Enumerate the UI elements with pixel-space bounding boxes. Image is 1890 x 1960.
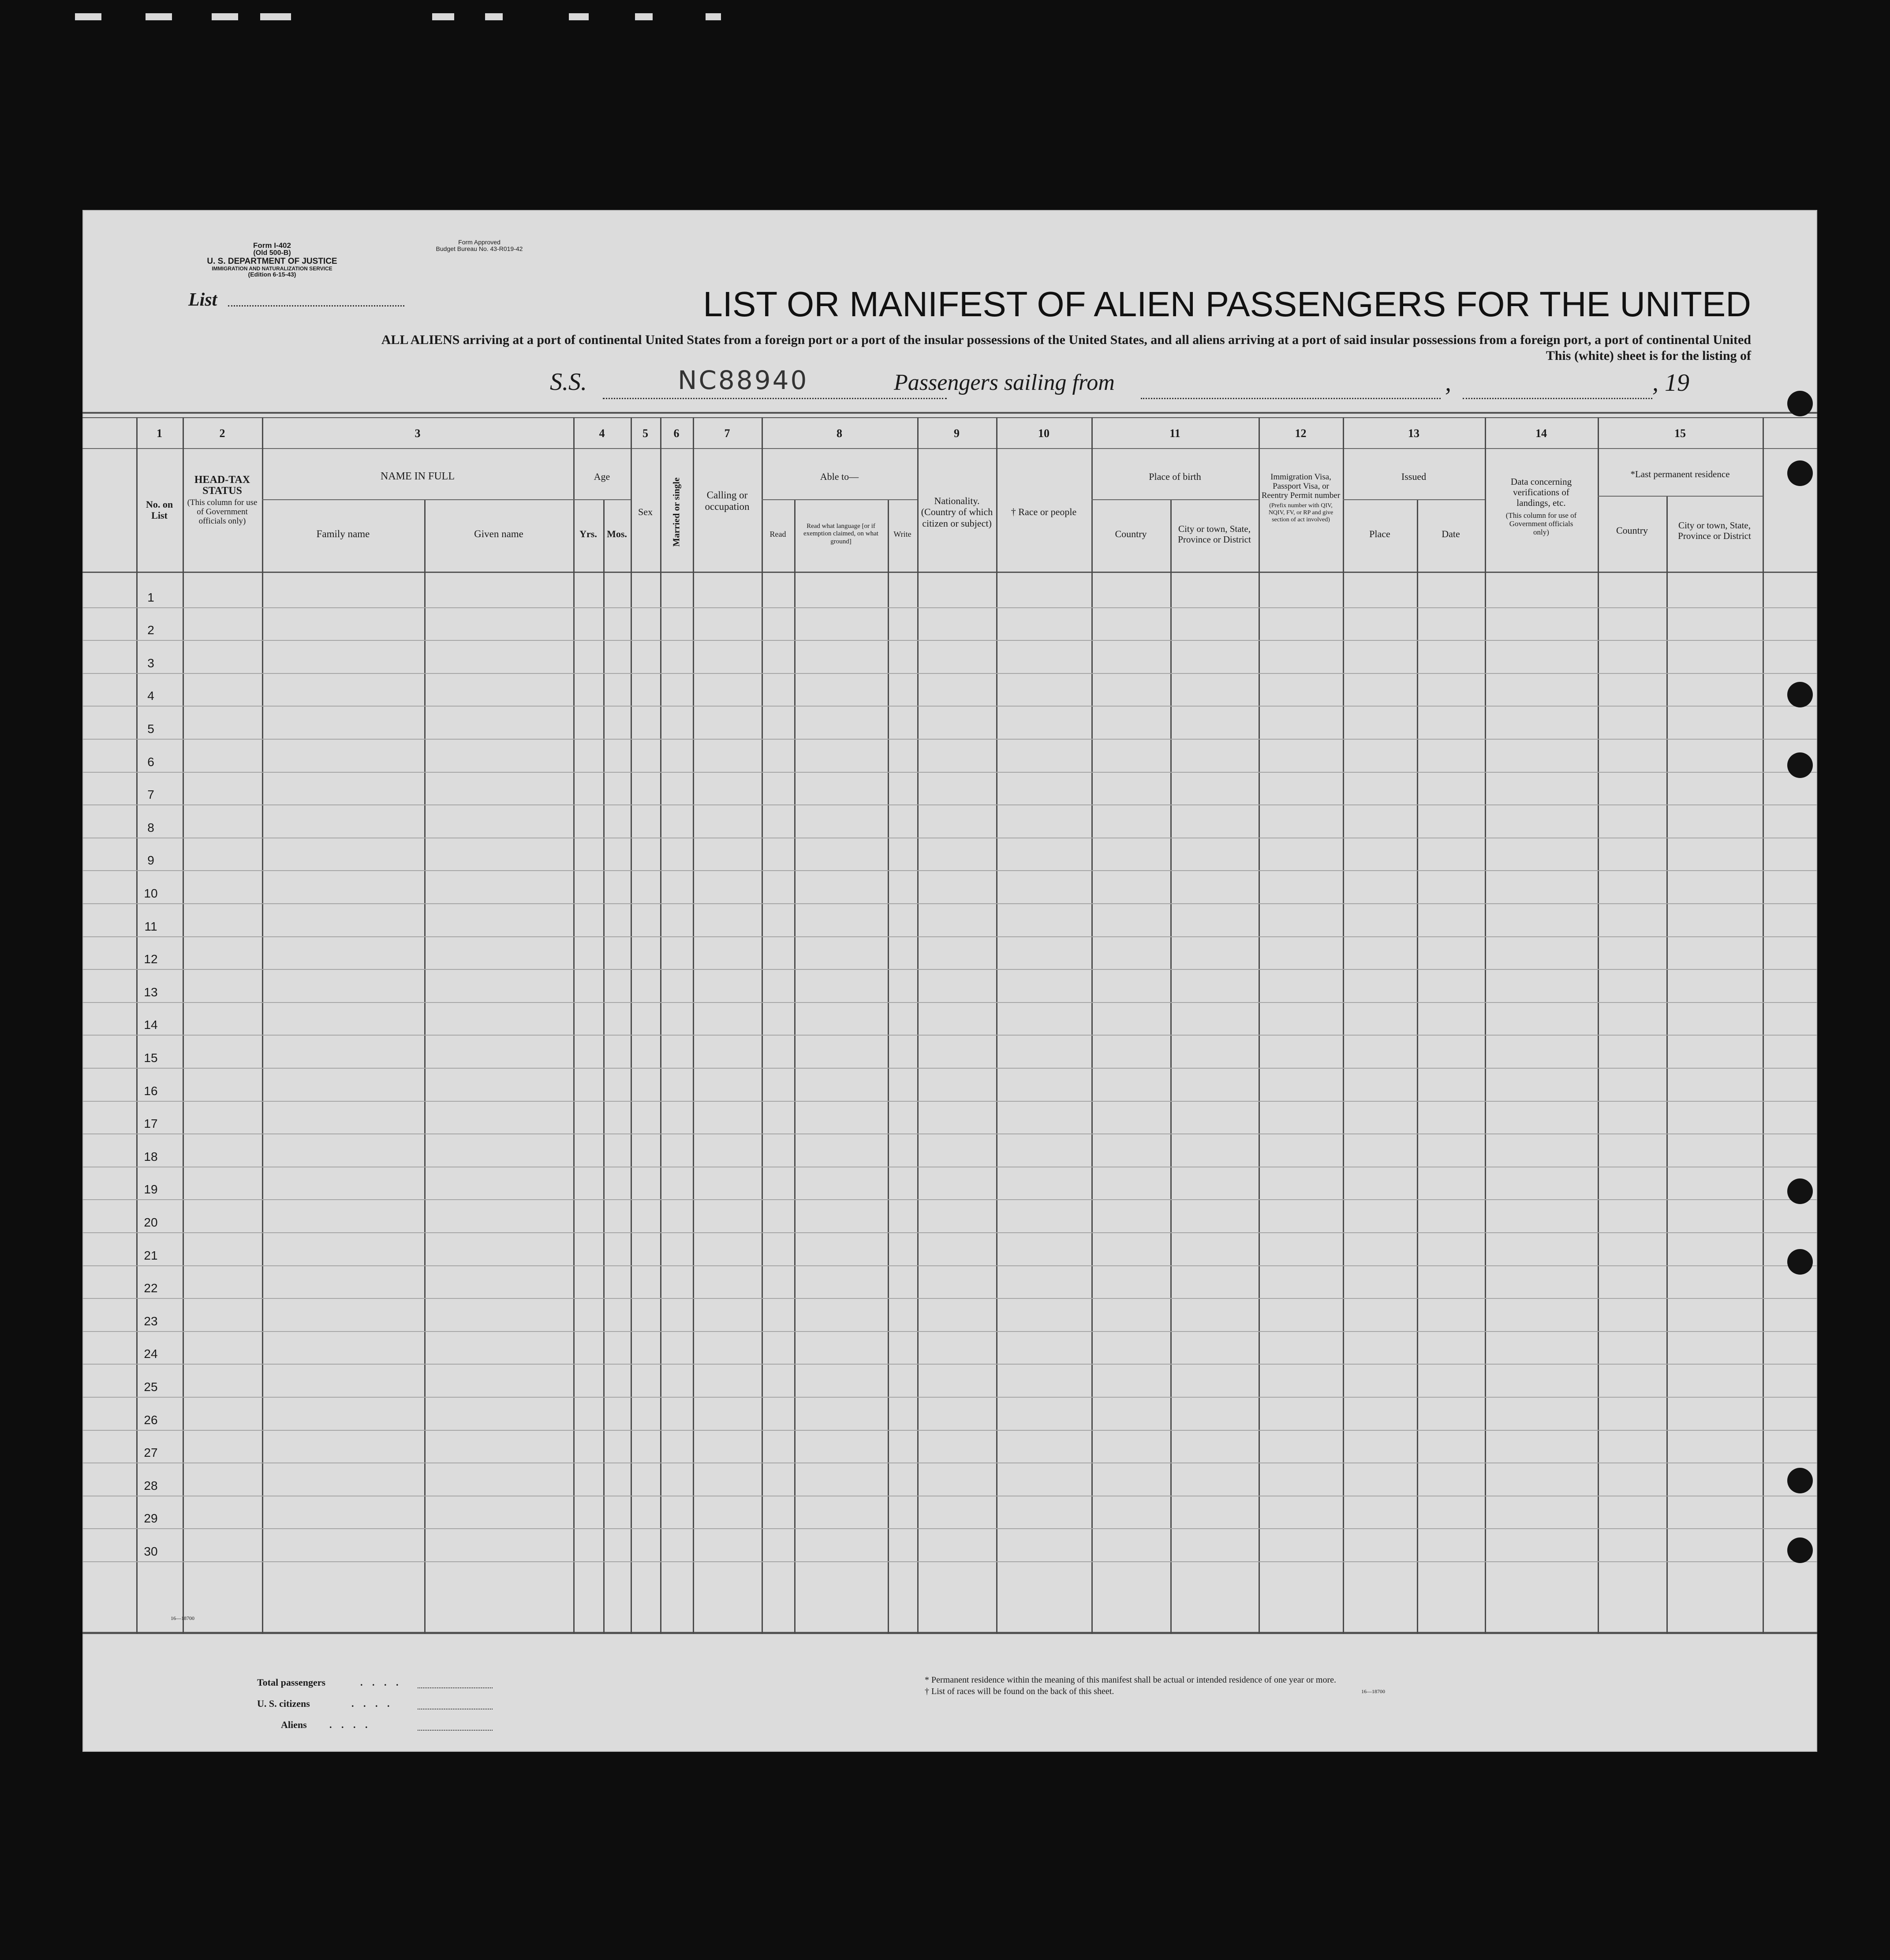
- table-bottom-rule: [82, 1632, 1817, 1634]
- header-birth-city: City or town, State, Province or District: [1178, 523, 1251, 545]
- header-residence-country: Country: [1616, 525, 1648, 536]
- header-read-what: Read what language [or if exemption claimed, on what ground]: [803, 523, 878, 545]
- row-rule: [82, 640, 1817, 641]
- colnum-12: 12: [1295, 427, 1307, 440]
- colnum-7: 7: [724, 427, 730, 440]
- footnote-races: † List of races will be found on the back of this sheet.: [925, 1687, 1114, 1696]
- age-subhead-rule: [573, 499, 631, 500]
- data-concerning-note: (This column for use of Government officials only): [1505, 511, 1577, 536]
- instructions-line-1: ALL ALIENS arriving at a port of continental United States from a foreign port or a port of the insular possessions of the United States, and all aliens arriving at a port of said insular possessions from a foreign port, a port of continental United: [381, 333, 1751, 347]
- colnum-15: 15: [1674, 427, 1686, 440]
- list-blank: [228, 305, 404, 307]
- header-sex: Sex: [638, 506, 653, 518]
- row-number: 22: [144, 1281, 158, 1295]
- colnum-11: 11: [1169, 427, 1180, 440]
- header-read: Read: [769, 529, 786, 539]
- colnum-3: 3: [415, 427, 421, 440]
- film-edge-mark: [146, 13, 172, 20]
- row-number: 11: [144, 920, 157, 933]
- manifest-sheet: [82, 210, 1817, 1752]
- row-number: 19: [144, 1182, 158, 1196]
- film-edge-mark: [706, 13, 721, 20]
- col-line: [693, 417, 694, 1634]
- birth-subhead-rule: [1091, 499, 1259, 500]
- header-name-in-full: NAME IN FULL: [381, 471, 455, 483]
- form-old-number: (Old 500-B): [253, 249, 291, 257]
- aliens-label: Aliens: [281, 1719, 307, 1730]
- punch-hole: [1787, 1249, 1813, 1275]
- footnote-residence: * Permanent residence within the meaning of this manifest shall be actual or intended residence of one year or more.: [925, 1675, 1337, 1685]
- manifest-title: LIST OR MANIFEST OF ALIEN PASSENGERS FOR THE UNITED: [703, 284, 1751, 324]
- ss-blank: [603, 398, 947, 399]
- row-rule: [82, 1068, 1817, 1069]
- row-rule: [82, 1364, 1817, 1365]
- ss-handwritten-name[interactable]: NC88940: [678, 365, 809, 395]
- colnum-5: 5: [642, 427, 648, 440]
- punch-hole: [1787, 460, 1813, 486]
- row-number: 16: [144, 1084, 158, 1098]
- row-number: 29: [144, 1511, 158, 1525]
- visa-note: (Prefix number with QIV, NQIV, FV, or RP and give section of act involved): [1268, 502, 1333, 523]
- ss-label: S.S.: [550, 368, 587, 396]
- row-rule: [82, 772, 1817, 773]
- row-number: 9: [147, 853, 154, 867]
- row-rule: [82, 673, 1817, 674]
- table-top-rule-2: [82, 417, 1817, 418]
- film-edge-mark: [260, 13, 291, 20]
- row-rule: [82, 1528, 1817, 1529]
- row-number: 8: [147, 821, 154, 834]
- married-label: Married or single: [671, 477, 682, 547]
- row-rule: [82, 1298, 1817, 1299]
- row-number: 24: [144, 1347, 158, 1361]
- header-age: Age: [594, 471, 610, 483]
- header-issued-place: Place: [1369, 528, 1390, 540]
- row-number: 25: [144, 1380, 158, 1394]
- total-passengers-label: Total passengers: [257, 1677, 326, 1688]
- table-top-rule: [82, 412, 1817, 414]
- row-rule: [82, 870, 1817, 871]
- row-rule: [82, 1561, 1817, 1562]
- data-concerning-title: Data concerning verifications of landings, etc.: [1510, 476, 1572, 509]
- header-issued: Issued: [1401, 471, 1427, 483]
- col-line: [660, 417, 661, 1634]
- header-given-name: Given name: [474, 528, 523, 539]
- film-edge-mark: [485, 13, 503, 20]
- row-rule: [82, 1232, 1817, 1233]
- row-number: 20: [144, 1216, 158, 1229]
- punch-hole: [1787, 391, 1813, 416]
- col-line: [888, 499, 889, 1634]
- form-id-block: [175, 242, 369, 278]
- row-number: 15: [144, 1051, 158, 1065]
- aliens-dots: . . . .: [329, 1719, 371, 1730]
- header-head-tax: [183, 475, 262, 526]
- us-citizens-dots: . . . .: [351, 1698, 393, 1709]
- col-line: [1417, 499, 1418, 1634]
- header-residence-city: City or town, State, Province or District: [1678, 520, 1751, 541]
- col-line: [573, 417, 575, 1634]
- row-number: 26: [144, 1413, 158, 1427]
- instructions-line-2: This (white) sheet is for the listing of: [1546, 348, 1751, 363]
- header-nationality: Nationality. (Country of which citizen or subject): [921, 495, 993, 529]
- col-line: [1763, 417, 1764, 1634]
- punch-hole: [1787, 1468, 1813, 1493]
- row-rule: [82, 607, 1817, 608]
- film-edge-mark: [569, 13, 589, 20]
- header-race: † Race or people: [1011, 506, 1077, 518]
- col-line: [1091, 417, 1093, 1634]
- row-rule: [82, 1199, 1817, 1200]
- col-line: [762, 417, 763, 1634]
- header-place-of-birth: Place of birth: [1149, 471, 1201, 483]
- list-field[interactable]: [188, 289, 435, 311]
- colnum-6: 6: [673, 427, 680, 440]
- header-married: [660, 457, 693, 567]
- row-rule: [82, 1133, 1817, 1134]
- row-rule: [82, 804, 1817, 805]
- row-number: 18: [144, 1150, 158, 1163]
- header-data-concerning: [1489, 476, 1593, 536]
- colnum-14: 14: [1535, 427, 1547, 440]
- sailing-label: Passengers sailing from: [894, 370, 1115, 395]
- us-citizens-label: U. S. citizens: [257, 1698, 310, 1709]
- row-rule: [82, 1397, 1817, 1398]
- budget-bureau: Budget Bureau No. 43-R019-42: [436, 245, 523, 252]
- department: U. S. DEPARTMENT OF JUSTICE: [207, 256, 337, 266]
- punch-hole: [1787, 752, 1813, 778]
- row-rule: [82, 739, 1817, 740]
- edition: (Edition 6-15-43): [248, 271, 296, 278]
- film-edge-mark: [432, 13, 454, 20]
- able-subhead-rule: [762, 499, 917, 500]
- row-rule: [82, 1101, 1817, 1102]
- row-number: 10: [144, 886, 158, 900]
- head-tax-note: (This column for use of Government officials only): [187, 498, 258, 526]
- row-number: 2: [147, 623, 154, 637]
- form-number: Form I-402: [253, 241, 291, 250]
- colnum-rule: [82, 448, 1817, 449]
- header-bottom-rule: [82, 572, 1817, 573]
- total-passengers-blank[interactable]: [418, 1687, 493, 1688]
- print-code-right: 16—18700: [1361, 1688, 1385, 1694]
- col-line: [917, 417, 919, 1634]
- row-number: 6: [147, 755, 154, 769]
- row-number: 28: [144, 1479, 158, 1492]
- row-rule: [82, 1331, 1817, 1332]
- header-birth-country: Country: [1115, 528, 1147, 540]
- visa-title: Immigration Visa, Passport Visa, or Reentry Permit number: [1261, 472, 1341, 500]
- col-line: [1259, 417, 1260, 1634]
- header-no-on-list: No. on List: [146, 498, 173, 521]
- row-rule: [82, 936, 1817, 937]
- date-blank[interactable]: [1463, 398, 1652, 399]
- punch-hole: [1787, 1178, 1813, 1204]
- row-number: 1: [147, 591, 154, 604]
- colnum-9: 9: [954, 427, 960, 440]
- row-number: 27: [144, 1446, 158, 1459]
- row-number: 30: [144, 1545, 158, 1558]
- col-line: [1485, 417, 1486, 1634]
- punch-hole: [1787, 1537, 1813, 1563]
- header-visa: [1261, 473, 1341, 524]
- row-number: 5: [147, 722, 154, 736]
- col-line: [1170, 499, 1172, 1634]
- year-label: , 19: [1652, 369, 1689, 396]
- approval-block: [400, 239, 559, 252]
- total-passengers-dots: . . . .: [360, 1677, 402, 1688]
- col-line: [603, 499, 605, 1634]
- residence-subhead-rule: [1598, 496, 1763, 497]
- row-rule: [82, 1265, 1817, 1266]
- header-able-to: Able to—: [820, 471, 859, 483]
- head-tax-title: HEAD-TAX STATUS: [194, 474, 250, 497]
- header-family-name: Family name: [316, 528, 370, 539]
- header-write: Write: [893, 529, 911, 539]
- form-approved: Form Approved: [458, 239, 501, 246]
- colnum-1: 1: [157, 427, 162, 440]
- colnum-2: 2: [219, 427, 225, 440]
- row-number: 12: [144, 952, 158, 966]
- row-rule: [82, 1035, 1817, 1036]
- col-line: [631, 417, 632, 1634]
- film-edge-mark: [75, 13, 101, 20]
- col-line: [794, 499, 796, 1634]
- print-code-left: 16—18700: [171, 1615, 194, 1621]
- row-number: 7: [147, 788, 154, 801]
- colnum-10: 10: [1038, 427, 1050, 440]
- row-rule: [82, 903, 1817, 904]
- row-number: 21: [144, 1249, 158, 1262]
- row-rule: [82, 1002, 1817, 1003]
- row-number: 3: [147, 656, 154, 670]
- col-line: [183, 417, 184, 1634]
- header-last-residence: *Last permanent residence: [1630, 468, 1730, 479]
- row-number: 13: [144, 985, 158, 999]
- header-mos: Mos.: [607, 528, 627, 540]
- row-rule: [82, 1430, 1817, 1431]
- row-number: 4: [147, 689, 154, 703]
- header-calling: Calling or occupation: [705, 489, 750, 512]
- col-line: [1343, 417, 1344, 1634]
- col-line: [424, 499, 426, 1634]
- col-line: [1598, 417, 1599, 1634]
- row-rule: [82, 706, 1817, 707]
- row-number: 14: [144, 1018, 158, 1032]
- header-yrs: Yrs.: [579, 528, 597, 540]
- row-number: 17: [144, 1117, 158, 1130]
- row-rule: [82, 969, 1817, 970]
- row-number: 23: [144, 1314, 158, 1328]
- issued-subhead-rule: [1343, 499, 1485, 500]
- colnum-8: 8: [837, 427, 842, 440]
- colnum-13: 13: [1408, 427, 1419, 440]
- col-line: [262, 417, 263, 1634]
- film-edge-mark: [635, 13, 653, 20]
- header-issued-date: Date: [1442, 528, 1460, 540]
- aliens-blank[interactable]: [418, 1730, 493, 1731]
- sailing-from-blank[interactable]: [1141, 398, 1441, 399]
- punch-hole: [1787, 682, 1813, 707]
- name-subhead-rule: [262, 499, 573, 500]
- colnum-4: 4: [599, 427, 605, 440]
- col-line: [996, 417, 997, 1634]
- service: IMMIGRATION AND NATURALIZATION SERVICE: [212, 265, 332, 272]
- list-label: List: [188, 290, 217, 310]
- sailing-comma: ,: [1445, 369, 1451, 396]
- film-edge-mark: [212, 13, 238, 20]
